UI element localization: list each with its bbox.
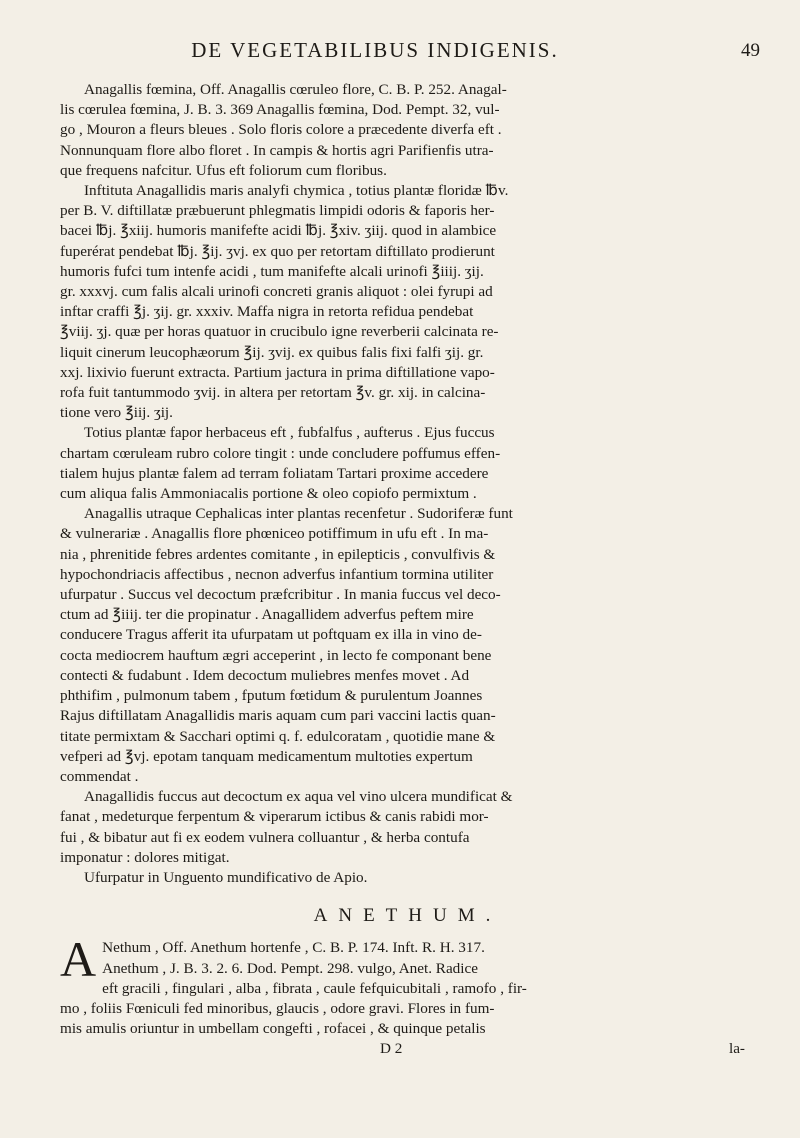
text-line: humoris fufci tum intenfe acidi , tum manifefte alcali urinofi ℥iiij. ʒij. xyxy=(60,262,484,280)
text-line: ufurpatur . Succus vel decoctum præfcribitur . In mania fuccus vel deco- xyxy=(60,586,501,604)
text-line: mo , foliis Fœniculi fed minoribus, glaucis , odore gravi. Flores in fum- xyxy=(60,999,495,1017)
text-line: lis cœrulea fœmina, J. B. 3. 369 Anagallis fœmina, Dod. Pempt. 32, vul- xyxy=(60,101,500,119)
page-footer xyxy=(60,1039,755,1061)
text-line: ctum ad ℥iiij. ter die propinatur . Anagallidem adverfus peftem mire xyxy=(60,606,474,624)
text-line: go , Mouron a fleurs bleues . Solo floris colore a præcedente diverfa eft . xyxy=(60,121,502,139)
text-line: hypochondriacis affectibus , necnon adverfus infantium tormina utiliter xyxy=(60,565,494,583)
text-line: eft gracili , fingulari , alba , fibrata , caule fefquicubitali , ramofo , fir- xyxy=(102,979,527,997)
text-line: Nethum , Off. Anethum hortenfe , C. B. P. 174. Inft. R. H. 317. xyxy=(102,939,485,957)
section-title: ANETHUM. xyxy=(313,905,502,927)
text-line: chartam cœruleam rubro colore tingit : unde concludere poffumus effen- xyxy=(60,444,501,462)
paragraph-anagallis-femina xyxy=(60,80,755,181)
text-line: Nonnunquam flore albo floret . In campis & hortis agri Parifienfis utra- xyxy=(60,141,494,159)
paragraph-analysis xyxy=(60,181,755,423)
text-line: vefperi ad ℥vj. epotam tanquam medicamentum multoties expertum xyxy=(60,747,473,765)
text-line: & vulnerariæ . Anagallis flore phœniceo potiffimum in ufu eft . In ma- xyxy=(60,525,489,543)
text-line: inftar craffi ℥j. ʒij. gr. xxxiv. Maffa nigra in retorta refidua pendebat xyxy=(60,303,474,321)
catchword: la- xyxy=(728,1040,745,1058)
text-line: contecti & fudabunt . Idem decoctum muliebres menfes movet . Ad xyxy=(60,666,470,684)
text-line: nia , phrenitide febres ardentes comitante , in epilepticis , convulfivis & xyxy=(60,545,496,563)
text-line: Rajus diftillatam Anagallidis maris aquam cum pari vaccini lactis quan- xyxy=(60,707,496,725)
text-line: imponatur : dolores mitigat. xyxy=(60,848,230,866)
text-line: cocta mediocrem hauftum ægri acceperint , in lecto fe componant bene xyxy=(60,646,492,664)
paragraph-uses xyxy=(60,787,755,888)
text-line: xxj. lixivio fuerunt extracta. Partium jactura in prima diftillatione vapo- xyxy=(60,363,495,381)
signature-mark: D 2 xyxy=(380,1040,403,1058)
text-line: Anethum , J. B. 3. 2. 6. Dod. Pempt. 298. vulgo, Anet. Radice xyxy=(102,959,478,977)
text-line: Anagallis utraque Cephalicas inter plantas recenfetur . Sudoriferæ funt xyxy=(84,505,513,523)
text-line: tialem hujus plantæ falem ad terram foliatam Tartari proxime accedere xyxy=(60,464,489,482)
text-line: Inftituta Anagallidis maris analyfi chymica , totius plantæ floridæ ℔v. xyxy=(84,182,509,200)
drop-cap: A xyxy=(60,931,97,988)
text-line: cum aliqua falis Ammoniacalis portione & oleo copiofo permixtum . xyxy=(60,485,477,503)
text-line: conducere Tragus afferit ita ufurpatam ut poftquam ex illa in vino de- xyxy=(60,626,482,644)
paragraph-virtues xyxy=(60,423,755,787)
text-line: Totius plantæ fapor herbaceus eft , fubfalfus , aufterus . Ejus fuccus xyxy=(84,424,495,442)
text-line: per B. V. diftillatæ præbuerunt phlegmatis limpidi odoris & faporis her- xyxy=(60,202,495,220)
text-line: commendat . xyxy=(60,767,139,785)
text-line: phthifim , pulmonum tabem , fputum fœtidum & purulentum Joannes xyxy=(60,687,483,705)
running-head: DE VEGETABILIBUS INDIGENIS. xyxy=(191,38,559,62)
page-header xyxy=(60,38,760,74)
text-line: Ufurpatur in Unguento mundificativo de Apio. xyxy=(84,868,368,886)
text-line: Anagallis fœmina, Off. Anagallis cœruleo flore, C. B. P. 252. Anagal- xyxy=(84,81,507,98)
text-line: tione vero ℥iij. ʒij. xyxy=(60,404,173,422)
text-line: Anagallidis fuccus aut decoctum ex aqua vel vino ulcera mundificat & xyxy=(84,788,513,806)
text-line: titate permixtam & Sacchari optimi q. f. edulcoratam , quotidie mane & xyxy=(60,727,496,745)
text-line: ℥viij. ʒj. quæ per horas quatuor in crucibulo igne reverberii calcinata re- xyxy=(60,323,499,341)
text-line: fui , & bibatur aut fi ex eodem vulnera colluantur , & herba contufa xyxy=(60,828,470,846)
text-line: fanat , medeturque ferpentum & viperarum ictibus & canis rabidi mor- xyxy=(60,808,489,826)
text-line: bacei ℔j. ℥xiij. humoris manifefte acidi ℔j. ℥xiv. ʒiij. quod in alambice xyxy=(60,222,497,240)
text-line: fuperérat pendebat ℔j. ℥ij. ʒvj. ex quo per retortam diftillato prodierunt xyxy=(60,242,495,260)
text-line: gr. xxxvj. cum falis alcali urinofi concreti granis aliquot : olei fyrupi ad xyxy=(60,283,493,301)
text-line: que frequens nafcitur. Ufus eft foliorum cum floribus. xyxy=(60,161,387,179)
text-line: rofa fuit tantummodo ʒvij. in altera per retortam ℥v. gr. xij. in calcina- xyxy=(60,384,486,402)
paragraph-anethum xyxy=(60,931,755,1039)
body-text xyxy=(60,80,755,1061)
text-line: liquit cinerum leucophæorum ℥ij. ʒvij. ex quibus falis fixi falfi ʒij. gr. xyxy=(60,343,484,361)
text-line: mis amulis oriuntur in umbellam congefti , rofacei , & quinque petalis xyxy=(60,1020,486,1038)
page-number: 49 xyxy=(741,40,760,61)
